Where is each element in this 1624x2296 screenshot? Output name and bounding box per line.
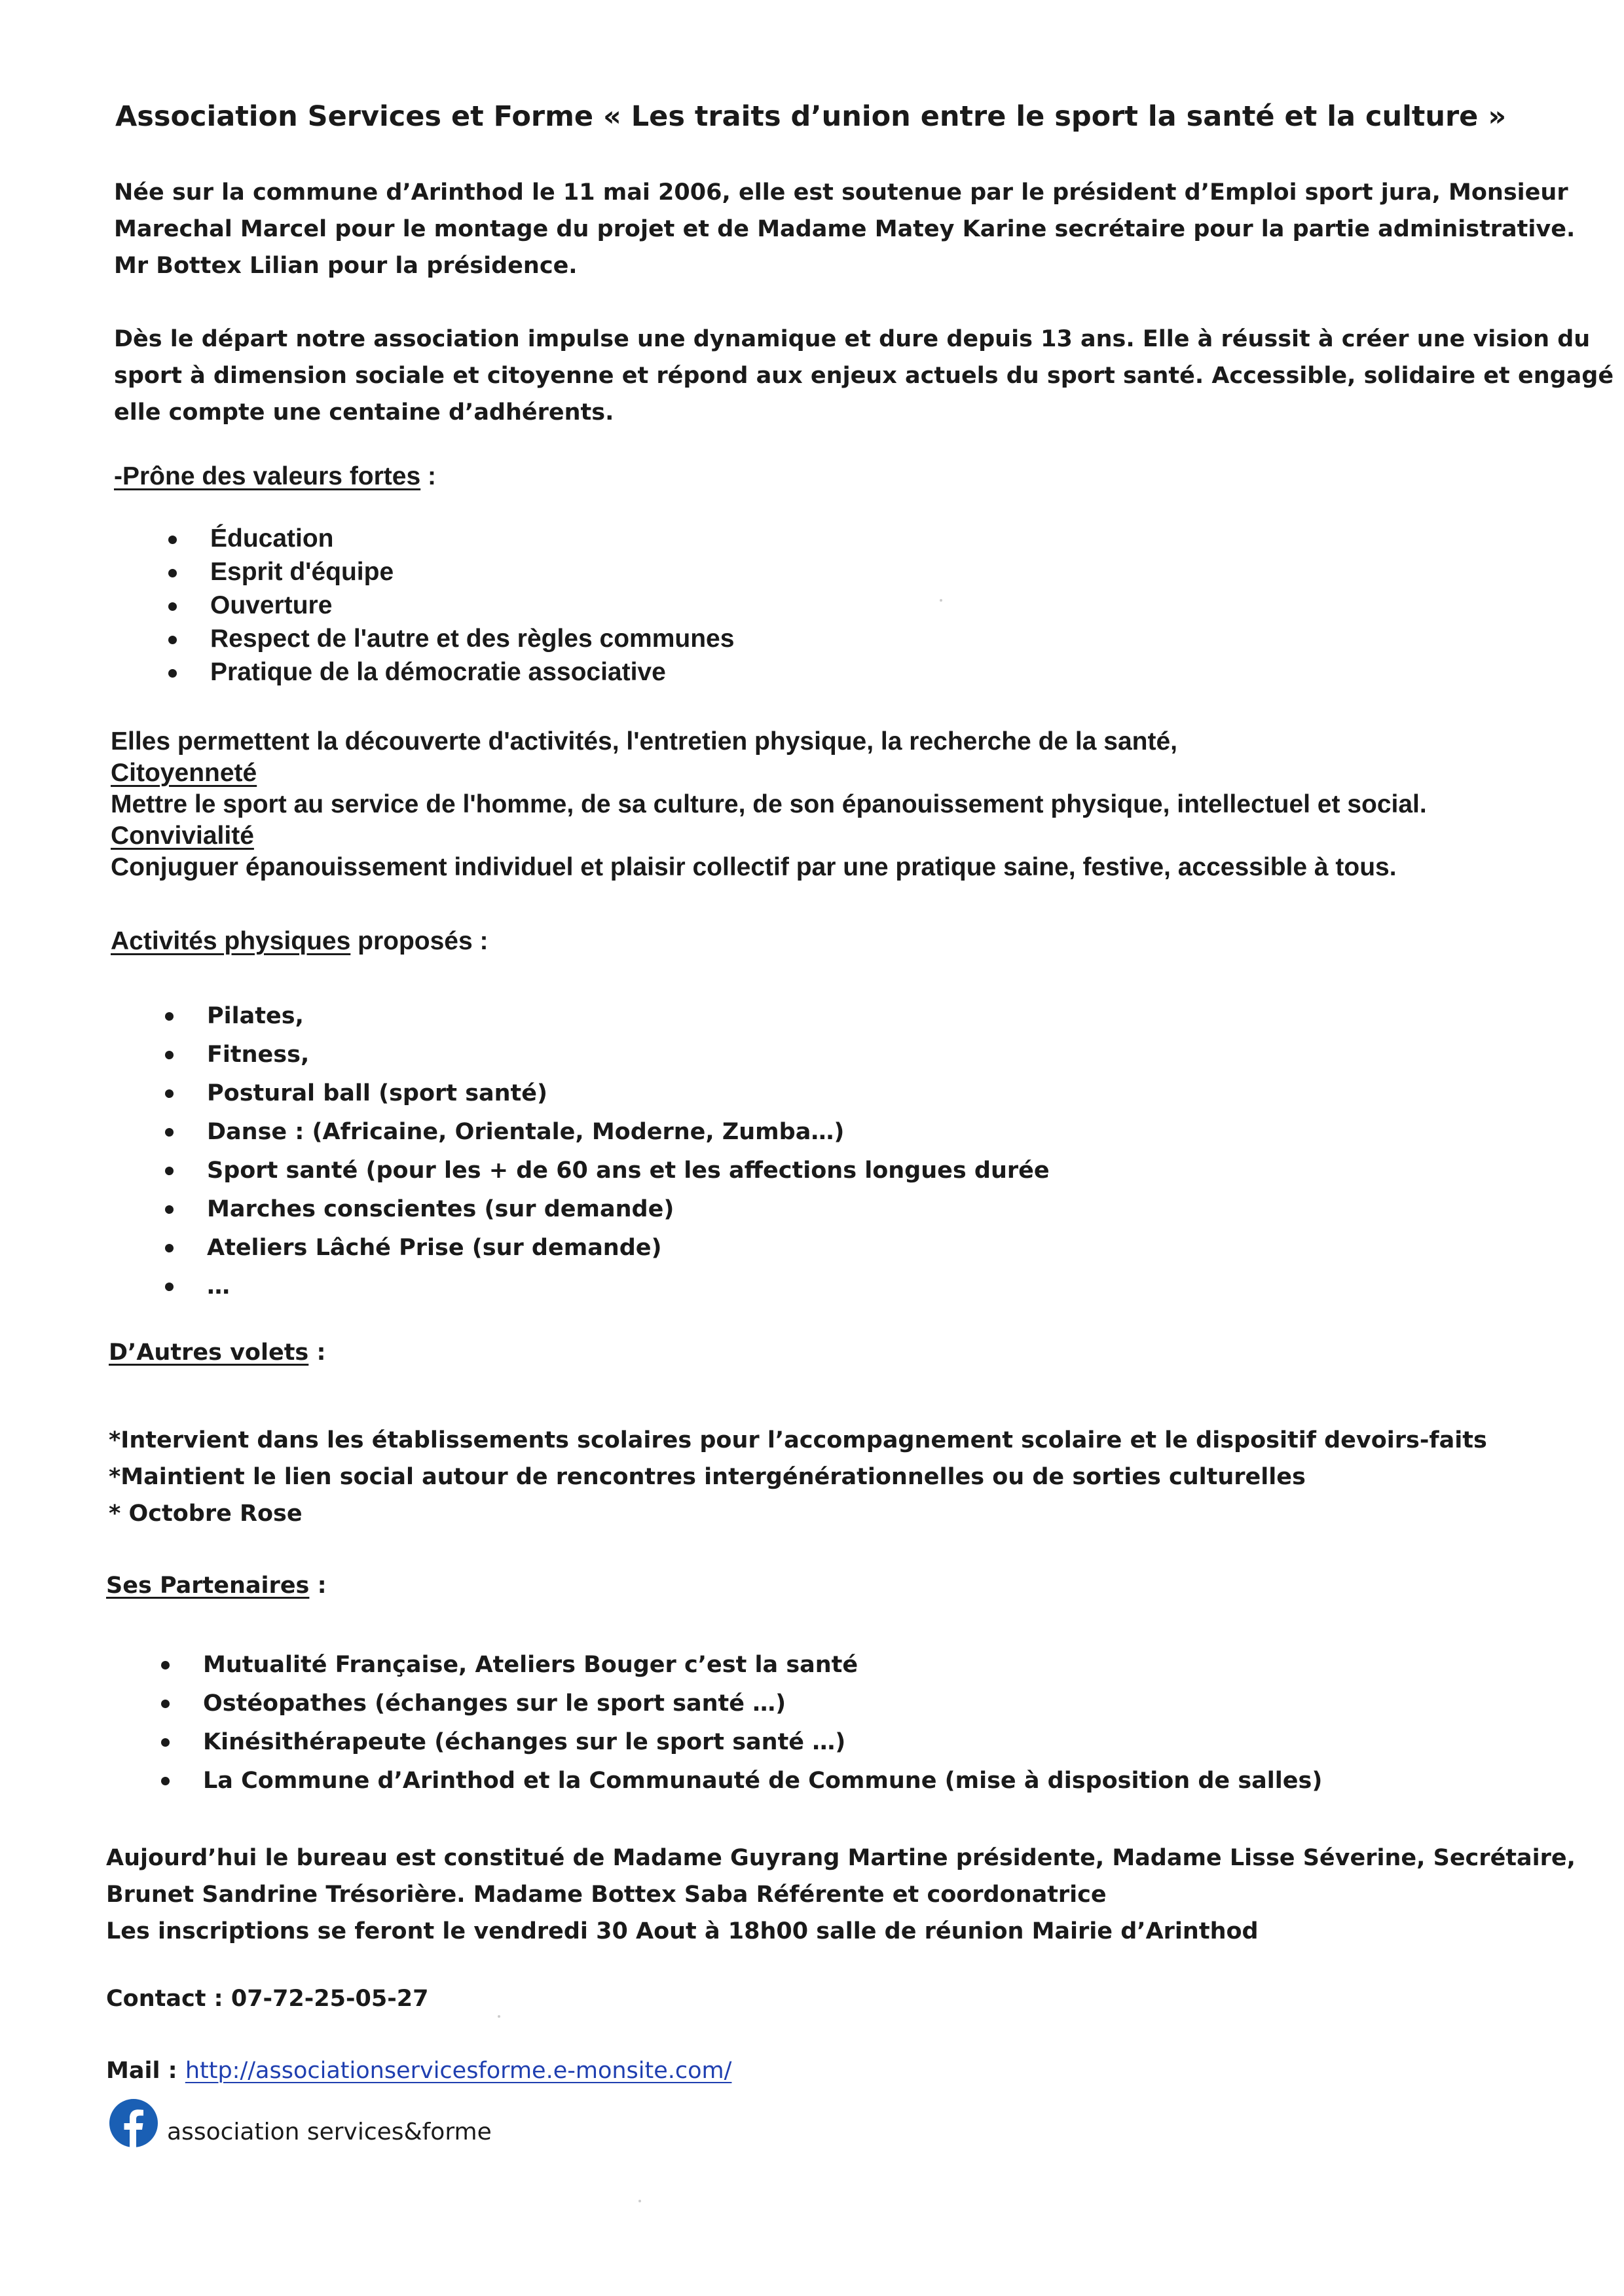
values-heading-suffix: : xyxy=(420,462,436,490)
list-item xyxy=(207,1229,1624,1267)
scan-speck xyxy=(498,2015,500,2018)
values-list xyxy=(210,522,1624,689)
list-item-text: La Commune d’Arinthod et la Communauté de Commune (mise à disposition de salles) xyxy=(203,1768,1323,1794)
citoyennete-text: Mettre le sport au service de l'homme, de sa culture, de son épanouissement physique, intellectuel et social. xyxy=(111,790,1427,818)
values-heading-text: -Prône des valeurs fortes xyxy=(114,462,421,490)
partners-heading-suffix: : xyxy=(309,1573,327,1599)
list-item xyxy=(207,1036,1624,1074)
bureau-line: Aujourd’hui le bureau est constitué de Madame Guyrang Martine présidente, Madame Lisse Séverine, Secrétaire, xyxy=(106,1845,1576,1871)
other-section xyxy=(109,1422,1624,1532)
values-detail-line: Elles permettent la découverte d'activités, l'entretien physique, la recherche de la santé, xyxy=(111,727,1177,756)
list-item xyxy=(210,655,1624,689)
citoyennete-heading: Citoyenneté xyxy=(111,759,257,787)
activities-heading-text: Activités physiques xyxy=(111,927,351,955)
facebook-page-name[interactable]: association services&forme xyxy=(167,2119,492,2145)
vision-line: sport à dimension sociale et citoyenne et répond aux enjeux actuels du sport santé. Accessible, solidaire et engagé xyxy=(114,363,1614,389)
list-item xyxy=(207,1267,1624,1306)
other-line: *Maintient le lien social autour de rencontres intergénérationnelles ou de sorties culturelles xyxy=(109,1464,1306,1490)
partners-heading-text: Ses Partenaires xyxy=(106,1573,310,1599)
list-item xyxy=(210,622,1624,655)
list-item-text: Fitness, xyxy=(207,1042,310,1068)
list-item xyxy=(207,997,1624,1036)
bureau-paragraph xyxy=(106,1840,1624,1950)
list-item-text: Postural ball (sport santé) xyxy=(207,1080,548,1106)
mail-line xyxy=(106,2052,1624,2089)
list-item-text: Kinésithérapeute (échanges sur le sport santé …) xyxy=(203,1729,846,1755)
list-item-text: Esprit d'équipe xyxy=(210,558,394,586)
list-item xyxy=(207,1190,1624,1229)
list-item-text: Mutualité Française, Ateliers Bouger c’est la santé xyxy=(203,1652,858,1678)
list-item xyxy=(203,1685,1624,1723)
list-item-text: Sport santé (pour les + de 60 ans et les affections longues durée xyxy=(207,1157,1050,1184)
vision-paragraph xyxy=(114,321,1624,431)
website-link[interactable]: http://associationservicesforme.e-monsite.com/ xyxy=(185,2058,732,2084)
partners-heading xyxy=(106,1567,1624,1604)
intro-line: Marechal Marcel pour le montage du projet et de Madame Matey Karine secrétaire pour la partie administrative. xyxy=(114,216,1576,242)
vision-line: Dès le départ notre association impulse une dynamique et dure depuis 13 ans. Elle à réussit à créer une vision du xyxy=(114,326,1591,352)
vision-line: elle compte une centaine d’adhérents. xyxy=(114,399,614,426)
document-title: Association Services et Forme « Les traits d’union entre le sport la santé et la culture » xyxy=(115,100,1507,133)
mail-label: Mail : xyxy=(106,2058,185,2084)
list-item-text: Ostéopathes (échanges sur le sport santé …) xyxy=(203,1690,786,1717)
other-line: *Intervient dans les établissements scolaires pour l’accompagnement scolaire et le dispositif devoirs-faits xyxy=(109,1427,1487,1453)
list-item xyxy=(210,589,1624,622)
other-heading xyxy=(109,1334,1624,1371)
bureau-line: Les inscriptions se feront le vendredi 30 Aout à 18h00 salle de réunion Mairie d’Arinthod xyxy=(106,1918,1259,1944)
activities-heading xyxy=(111,924,1624,958)
list-item-text: Ouverture xyxy=(210,591,333,619)
list-item xyxy=(210,522,1624,555)
partners-list xyxy=(203,1646,1624,1800)
list-item-text: Ateliers Lâché Prise (sur demande) xyxy=(207,1235,662,1261)
bureau-line: Brunet Sandrine Trésorière. Madame Bottex Saba Référente et coordonatrice xyxy=(106,1882,1107,1908)
intro-paragraph xyxy=(114,174,1624,284)
convivialite-heading: Convivialité xyxy=(111,822,254,850)
values-heading xyxy=(114,460,1624,493)
list-item-text: Respect de l'autre et des règles communes xyxy=(210,625,735,653)
intro-line: Mr Bottex Lilian pour la présidence. xyxy=(114,253,578,279)
contact-line: Contact : 07-72-25-05-27 xyxy=(106,1986,429,2012)
facebook-icon[interactable] xyxy=(109,2098,158,2148)
list-item-text: Danse : (Africaine, Orientale, Moderne, Zumba…) xyxy=(207,1119,845,1145)
intro-line: Née sur la commune d’Arinthod le 11 mai 2006, elle est soutenue par le président d’Emploi sport jura, Monsieur xyxy=(114,179,1568,206)
list-item xyxy=(203,1762,1624,1800)
activities-heading-suffix: proposés : xyxy=(350,927,489,955)
list-item xyxy=(207,1074,1624,1113)
list-item xyxy=(207,1113,1624,1152)
scan-speck xyxy=(638,2200,641,2202)
other-heading-suffix: : xyxy=(308,1339,326,1366)
list-item xyxy=(203,1723,1624,1762)
list-item-text: Éducation xyxy=(210,524,334,553)
other-heading-text: D’Autres volets xyxy=(109,1339,309,1366)
list-item xyxy=(207,1152,1624,1190)
other-line: * Octobre Rose xyxy=(109,1501,303,1527)
list-item xyxy=(210,555,1624,589)
list-item-text: Pratique de la démocratie associative xyxy=(210,658,666,686)
list-item xyxy=(203,1646,1624,1685)
list-item-text: Pilates, xyxy=(207,1003,304,1029)
values-detail xyxy=(111,726,1624,883)
scan-speck xyxy=(940,599,942,602)
convivialite-text: Conjuguer épanouissement individuel et plaisir collectif par une pratique saine, festive, accessible à tous. xyxy=(111,853,1397,881)
list-item-text: Marches conscientes (sur demande) xyxy=(207,1196,674,1222)
list-item-text: … xyxy=(207,1273,230,1300)
activities-list xyxy=(207,997,1624,1306)
